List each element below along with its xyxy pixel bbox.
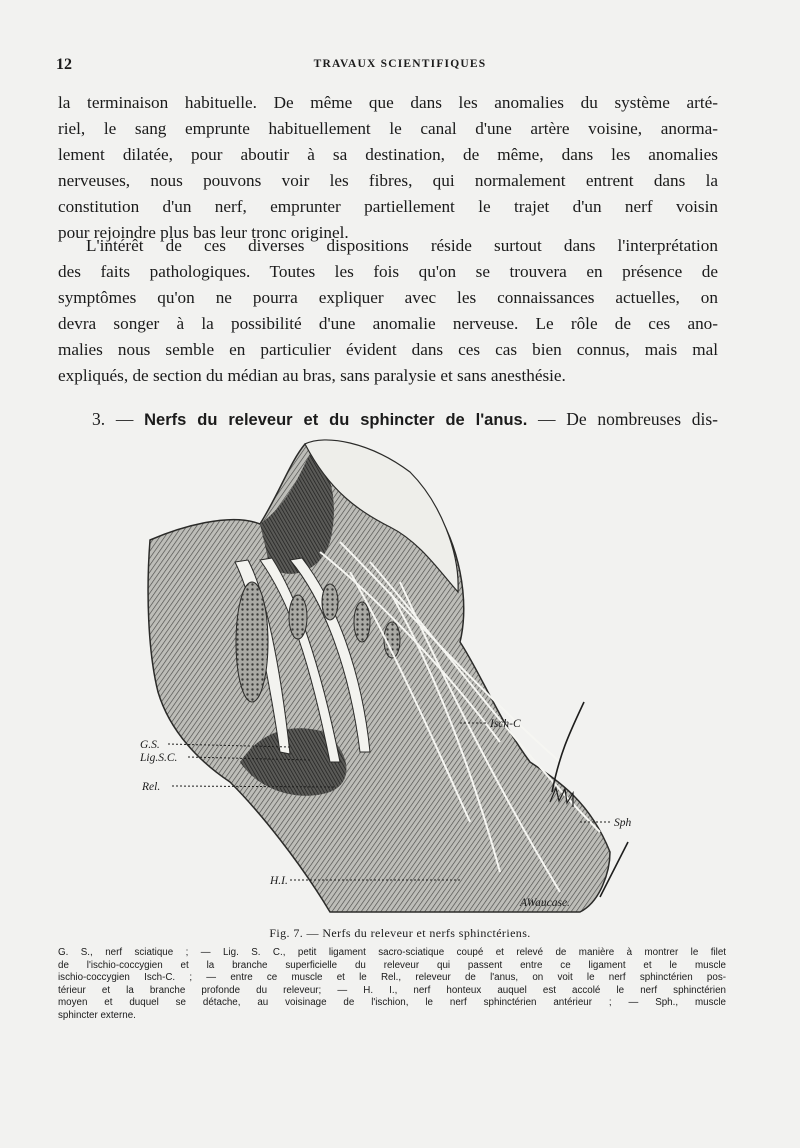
paragraph-1	[58, 90, 718, 246]
label-gs: G.S.	[140, 739, 160, 751]
text-line: des faits pathologiques. Toutes les fois qu'on se trouvera en présence de	[58, 262, 718, 281]
text-line: devra songer à la possibilité d'une anomalie nerveuse. Le rôle de ces ano-	[58, 314, 718, 333]
text-line: constitution d'un nerf, emprunter partiellement le trajet d'un nerf voisin	[58, 197, 718, 216]
label-ligsc: Lig.S.C.	[140, 752, 178, 764]
text-line: malies nous semble en particulier évident dans ces cas bien connus, mais mal	[58, 340, 718, 359]
figure-illustration	[140, 432, 660, 917]
page-number: 12	[56, 56, 72, 73]
label-sph: Sph	[614, 817, 632, 829]
text-line: la terminaison habituelle. De même que dans les anomalies du système arté-	[58, 93, 718, 112]
section-continuation: — De nombreuses dis-	[538, 409, 719, 429]
label-hi: H.I.	[270, 875, 288, 887]
text-line: nerveuses, nous pouvons voir les fibres, qui normalement entrent dans la	[58, 171, 718, 190]
legend-line: térieur et la branche profonde du releveur; — H. I., nerf honteux auquel est accolé le nerf sphinctérien	[58, 984, 726, 996]
legend-line: G. S., nerf sciatique ; — Lig. S. C., petit ligament sacro-sciatique coupé et relevé de manière à montrer le filet	[58, 947, 726, 958]
legend-line: de l'ischio-coccygien et la branche superficielle du releveur qui passent entre ce ligament et le muscle	[58, 959, 726, 971]
text-line: riel, le sang emprunte habituellement le canal d'une artère voisine, anorma-	[58, 119, 718, 138]
label-ischc: Isch-C	[490, 718, 521, 730]
label-rel: Rel.	[142, 781, 161, 793]
text-line: symptômes qu'on ne pourra expliquer avec les connaissances actuelles, on	[58, 288, 718, 307]
section-number: 3. —	[92, 409, 134, 429]
figure-legend	[58, 947, 726, 1023]
text-line: lement dilatée, pour aboutir à sa destination, de même, dans les anomalies	[58, 145, 718, 164]
legend-line: moyen et duquel se détache, au voisinage de l'ischion, le nerf sphinctérien antérieur ; — Sph., muscle	[58, 997, 726, 1009]
running-title: TRAVAUX SCIENTIFIQUES	[313, 58, 487, 70]
engraver-signature: AWaucase.	[520, 897, 570, 909]
text-line: L'intérêt de ces diverses dispositions réside surtout dans l'interprétation	[86, 236, 718, 255]
paragraph-2	[58, 233, 718, 389]
section-title: Nerfs du releveur et du sphincter de l'anus.	[144, 411, 528, 429]
text-line: expliqués, de section du médian au bras, sans paralysie et sans anesthésie.	[58, 366, 566, 385]
legend-line: ischio-coccygien Isch-C. ; — entre ce muscle et le Rel., releveur de l'anus, on voit le nerf sphinctérien pos-	[58, 972, 726, 984]
anatomical-figure	[140, 432, 660, 917]
section-heading	[92, 405, 718, 433]
text-line: pour rejoindre plus bas leur tronc originel.	[58, 223, 349, 242]
figure-caption: Fig. 7. — Nerfs du releveur et nerfs sphinctériens.	[269, 926, 531, 940]
legend-line: sphincter externe.	[58, 1009, 136, 1021]
